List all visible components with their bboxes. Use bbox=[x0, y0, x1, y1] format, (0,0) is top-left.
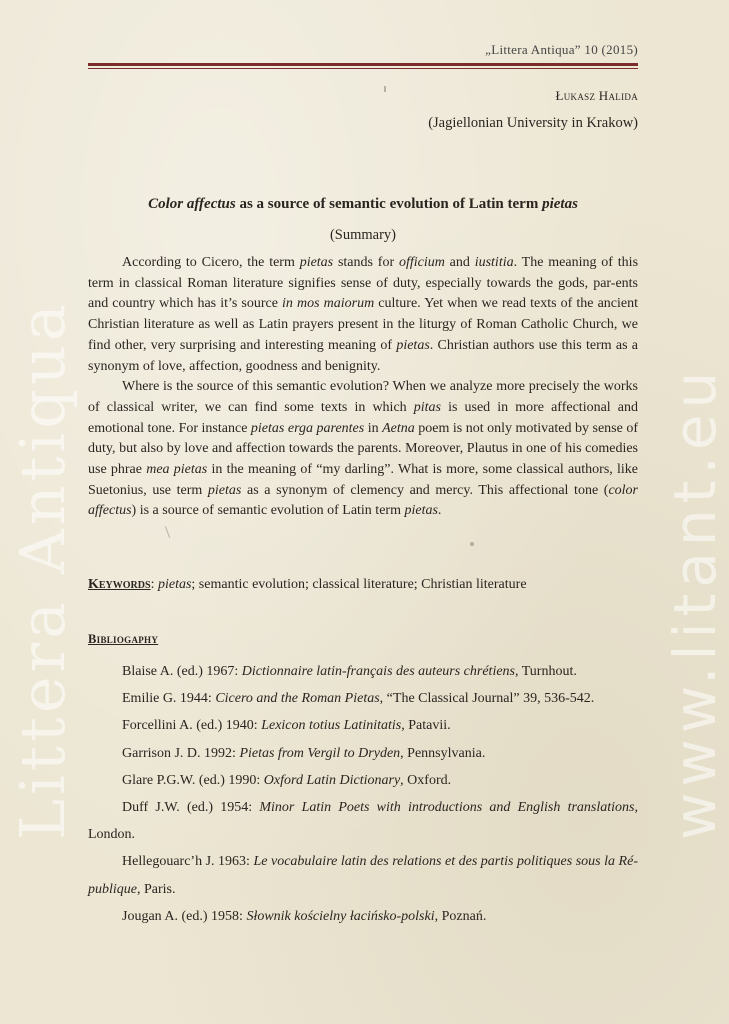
bib-author: Duff J.W. (ed.) 1954: bbox=[122, 800, 260, 816]
bib-publisher: , Poznań. bbox=[434, 908, 487, 924]
italic-term: pietas bbox=[396, 337, 430, 353]
bibliography-entry bbox=[88, 740, 638, 767]
bib-publisher: , “The Classical Journal” 39, 536-542. bbox=[379, 691, 595, 707]
bib-title: Le vocabulaire latin des relations et des partis politiques sous la Ré-publique bbox=[88, 854, 638, 897]
keywords-label: Keywords bbox=[88, 577, 151, 592]
text-run: stands for bbox=[333, 255, 399, 270]
italic-term: mea pietas bbox=[146, 462, 208, 478]
text-run: as a synonym of clemency and mercy. This affectional tone ( bbox=[241, 482, 609, 498]
author-name: Łukasz Halida bbox=[555, 88, 638, 103]
running-head: „Littera Antiqua” 10 (2015) bbox=[485, 42, 638, 57]
bibliography-entry bbox=[88, 903, 638, 930]
bib-title: Słownik kościelny łacińsko-polski bbox=[246, 908, 435, 924]
text-run: and bbox=[444, 255, 475, 270]
text-run: in the meaning of “my darling”. What is more, some classical authors, like Suetonius, use term bbox=[88, 462, 639, 498]
header-rule-thin bbox=[88, 68, 638, 69]
paper-scratch bbox=[470, 542, 474, 546]
author-affiliation: (Jagiellonian University in Krakow) bbox=[428, 115, 638, 131]
summary-label: (Summary) bbox=[329, 227, 397, 243]
bib-publisher: , Paris. bbox=[137, 881, 176, 897]
bibliography-entry bbox=[88, 794, 638, 848]
bib-publisher: , Patavii. bbox=[401, 718, 451, 734]
bib-title: Minor Latin Poets with introductions and English translations bbox=[259, 800, 635, 816]
keyword-first: pietas bbox=[157, 577, 192, 592]
bib-author: Jougan A. (ed.) 1958: bbox=[122, 908, 247, 924]
abstract-paragraph-2 bbox=[88, 377, 638, 522]
bibliography-list bbox=[88, 658, 638, 930]
keywords-line bbox=[88, 577, 638, 593]
bib-publisher: , Oxford. bbox=[400, 772, 452, 788]
text-run: poem is not only motivated by sense of duty, but also by love and affection towards the parents. Moreover, Plautus in one of his comedies use phrae bbox=[88, 420, 638, 478]
text-run: in bbox=[364, 420, 383, 436]
italic-term: officium bbox=[398, 255, 445, 270]
title-middle: as a source of semantic evolution of Latin term bbox=[235, 196, 543, 212]
bibliography-entry bbox=[88, 658, 638, 685]
bibliography-entry bbox=[88, 767, 638, 794]
bib-author: Hellegouarc’h J. 1963: bbox=[122, 854, 254, 870]
bib-author: Blaise A. (ed.) 1967: bbox=[122, 664, 242, 679]
italic-term: Aetna bbox=[382, 420, 415, 436]
italic-term: pietas bbox=[299, 255, 334, 270]
text-run: . The meaning of this term in classical Roman literature signifies sense of duty, especially towards the gods, par-ents and country which has it’s source bbox=[88, 255, 639, 312]
italic-term: pietas bbox=[207, 482, 242, 498]
italic-term: pietas bbox=[404, 503, 438, 519]
text-run: . bbox=[437, 503, 442, 519]
italic-term: pietas erga parentes bbox=[250, 420, 365, 436]
text-run: According to Cicero, the term bbox=[122, 255, 300, 270]
title-italic-end: pietas bbox=[542, 196, 578, 212]
bib-author: Garrison J. D. 1992: bbox=[122, 745, 240, 761]
bib-publisher: , Turnhout. bbox=[515, 664, 577, 679]
watermark-left: Littera Antiqua bbox=[6, 300, 79, 840]
text-run: is used in more affectional and emotional tone. For instance bbox=[88, 399, 638, 436]
bib-title: Pietas from Vergil to Dryden bbox=[239, 745, 401, 761]
bibliography-entry bbox=[88, 685, 638, 712]
bib-title: Dictionnaire latin-français des auteurs chrétiens bbox=[241, 664, 515, 679]
keywords-colon: : bbox=[150, 577, 158, 592]
italic-term: color affectus bbox=[88, 482, 639, 519]
bib-author: Emilie G. 1944: bbox=[122, 691, 216, 707]
text-run: culture. Yet when we read texts of the ancient Christian literature as well as Latin prayers present in the liturgy of Roman Catholic Church, we find other, very surprising and interesting meaning of bbox=[88, 296, 639, 353]
abstract bbox=[88, 253, 638, 522]
paper-title bbox=[88, 196, 638, 213]
paper-scratch bbox=[165, 526, 170, 538]
bibliography-entry bbox=[88, 712, 638, 739]
bibliography-entry bbox=[88, 848, 638, 902]
bib-publisher: , London. bbox=[88, 800, 638, 843]
header-rule-thick bbox=[88, 63, 638, 66]
watermark-right: www.litant.eu bbox=[661, 365, 729, 840]
title-italic-lead: Color affectus bbox=[148, 196, 236, 212]
text-run: . Christian authors use this term as a synonym of love, affection, goodness and benignity. bbox=[88, 337, 639, 374]
bib-author: Forcellini A. (ed.) 1940: bbox=[122, 718, 262, 734]
italic-term: iustitia bbox=[474, 255, 514, 270]
bib-title: Lexicon totius Latinitatis bbox=[261, 718, 402, 734]
italic-term: in mos maiorum bbox=[282, 296, 375, 312]
bib-author: Glare P.G.W. (ed.) 1990: bbox=[122, 772, 264, 788]
text-run: ) is a source of semantic evolution of Latin term bbox=[131, 503, 405, 519]
bibliography-heading: Bibliogaphy bbox=[88, 632, 159, 646]
bib-title: Oxford Latin Dictionary bbox=[263, 772, 401, 788]
text-run: Where is the source of this semantic evolution? When we analyze more precisely the works of classical writer, we can find some texts in which bbox=[88, 379, 638, 415]
bib-publisher: , Pennsylvania. bbox=[400, 745, 486, 761]
italic-term: pitas bbox=[413, 399, 441, 415]
keywords-rest: ; semantic evolution; classical literature; Christian literature bbox=[191, 577, 527, 592]
bib-title: Cicero and the Roman Pietas bbox=[215, 691, 380, 707]
abstract-paragraph-1 bbox=[88, 253, 638, 377]
